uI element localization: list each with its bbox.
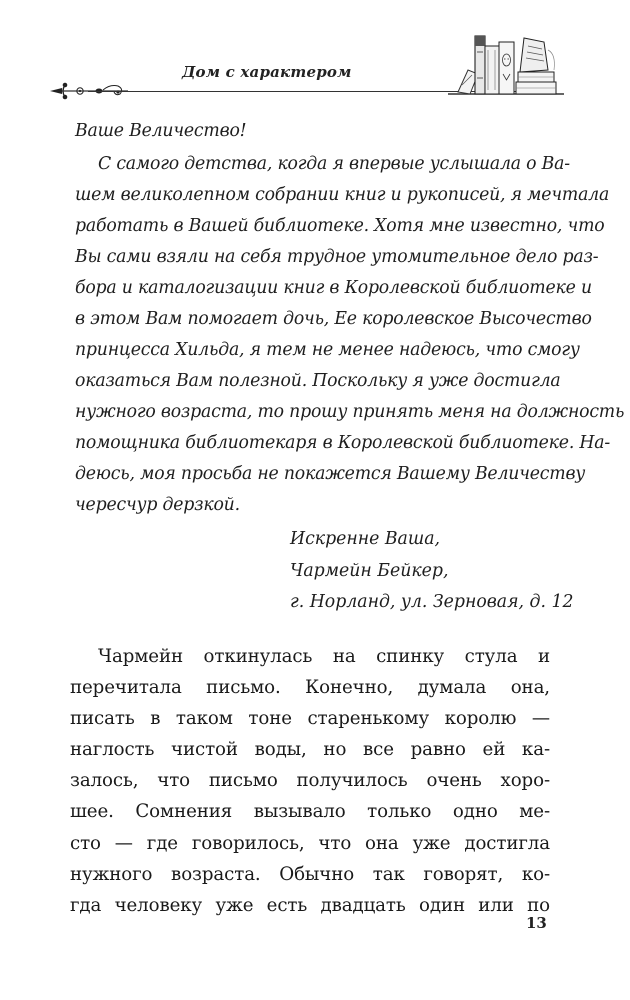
letter-line: в этом Вам помогает дочь, Ее королевское Высочество xyxy=(75,309,592,329)
letter-line: работать в Вашей библиотеке. Хотя мне известно, что xyxy=(75,216,605,236)
letter-line: С самого детства, когда я впервые услышала о Ва- xyxy=(98,154,570,174)
page-number: 13 xyxy=(526,914,547,932)
letter-line: оказаться Вам полезной. Поскольку я уже достигла xyxy=(75,371,561,391)
prose-line: залось, что письмо получилось очень хоро- xyxy=(70,770,550,792)
signature-closing: Искренне Ваша, xyxy=(290,529,441,549)
prose-line: шее. Сомнения вызывало только одно ме- xyxy=(70,801,550,823)
prose-line: гда человеку уже есть двадцать один или по xyxy=(70,894,550,916)
prose-paragraph xyxy=(70,641,550,921)
signature-name: Чармейн Бейкер, xyxy=(290,560,449,581)
prose-line: Чармейн откинулась на спинку стула и xyxy=(98,646,550,667)
letter-line: принцесса Хильда, я тем не менее надеюсь, что смогу xyxy=(75,340,580,360)
letter-line: шем великолепном собрании книг и рукописей, я мечтала xyxy=(75,185,610,205)
letter-line: Вы сами взяли на себя трудное утомительное дело раз- xyxy=(75,247,599,267)
signature-address: г. Норланд, ул. Зерновая, д. 12 xyxy=(290,592,574,612)
letter-line: чересчур дерзкой. xyxy=(75,495,240,515)
letter-signature xyxy=(290,524,590,619)
bookshelf-illustration-icon xyxy=(448,30,573,96)
running-title: Дом с характером xyxy=(182,63,352,81)
letter-line: бора и каталогизации книг в Королевской библиотеке и xyxy=(75,278,592,298)
letter-text xyxy=(75,116,625,521)
prose-line: писать в таком тоне старенькому королю — xyxy=(70,708,550,730)
prose-line: нужного возраста. Обычно так говорят, ко- xyxy=(70,863,550,885)
letter-line: нужного возраста, то прошу принять меня на должность xyxy=(75,402,625,422)
letter-line: помощника библиотекаря в Королевской библиотеке. На- xyxy=(75,433,611,453)
prose-line: перечитала письмо. Конечно, думала она, xyxy=(70,677,550,699)
running-header xyxy=(0,0,630,110)
prose-line: сто — где говорилось, что она уже достигла xyxy=(70,832,550,854)
letter-salutation: Ваше Величество! xyxy=(75,121,247,141)
prose-line: наглость чистой воды, но все равно ей ка- xyxy=(70,739,550,761)
letter-line: деюсь, моя просьба не покажется Вашему Величеству xyxy=(75,464,586,484)
